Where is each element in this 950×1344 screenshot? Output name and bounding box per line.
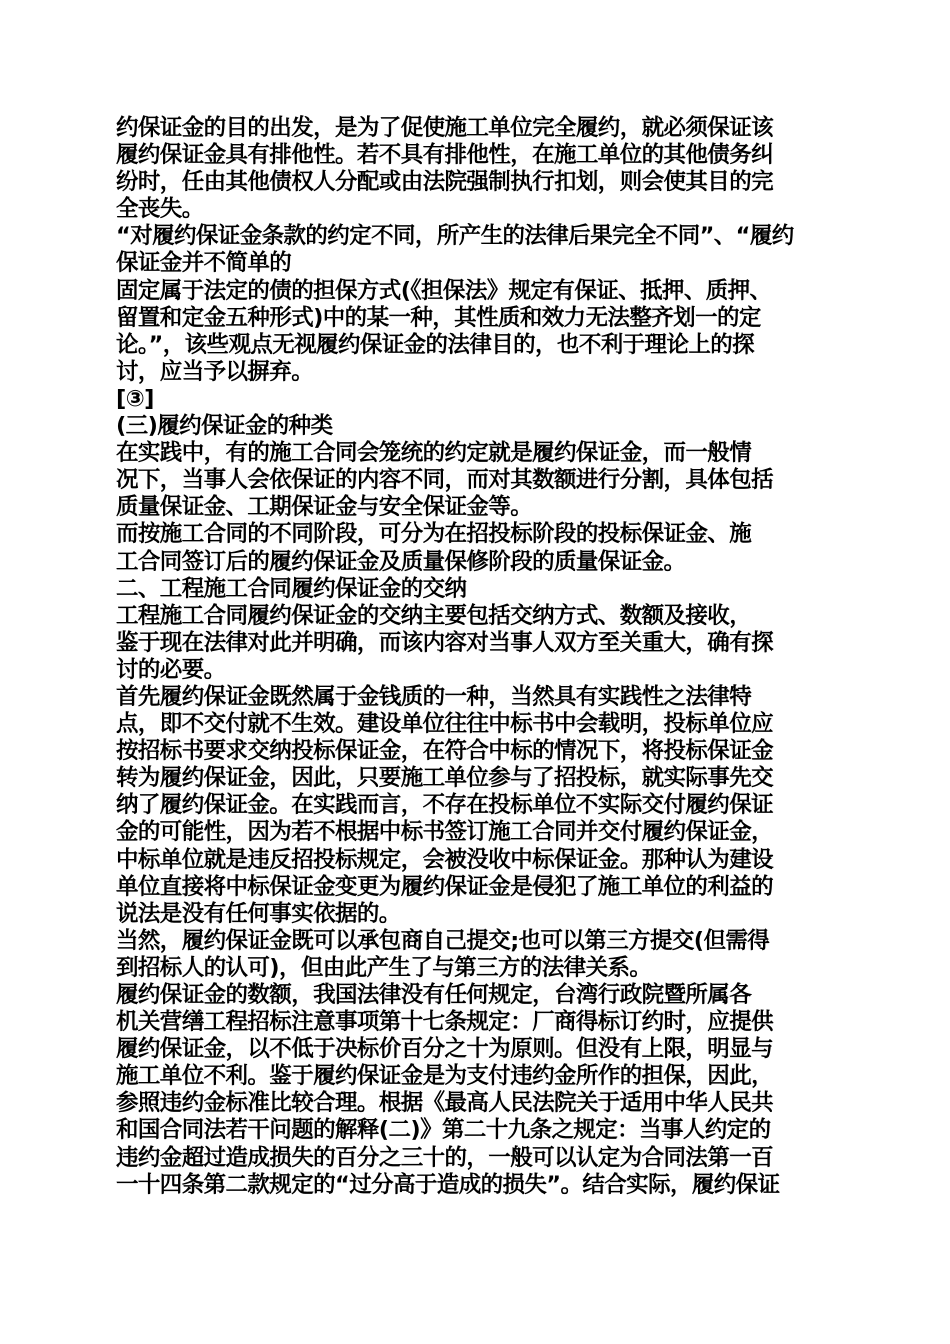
text-line: 鉴于现在法律对此并明确，而该内容对当事人双方至关重大，确有探 bbox=[116, 629, 774, 656]
text-line: 履约保证金具有排他性。若不具有排他性，在施工单位的其他债务纠 bbox=[116, 142, 774, 169]
text-line: 按招标书要求交纳投标保证金，在符合中标的情况下，将投标保证金 bbox=[116, 738, 774, 765]
text-line: 保证金并不简单的 bbox=[116, 250, 292, 277]
text-line: 约保证金的目的出发，是为了促使施工单位完全履约，就必须保证该 bbox=[116, 115, 774, 141]
text-line: 全丧失。 bbox=[116, 196, 204, 223]
text-line: 到招标人的认可)，但由此产生了与第三方的法律关系。 bbox=[116, 954, 652, 981]
text-line: 质量保证金、工期保证金与安全保证金等。 bbox=[116, 494, 533, 521]
text-line: 施工单位不利。鉴于履约保证金是为支付违约金所作的担保，因此， bbox=[116, 1063, 774, 1090]
text-line: 履约保证金，以不低于决标价百分之十为原则。但没有上限，明显与 bbox=[116, 1036, 774, 1063]
text-line: 中标单位就是违反招投标规定，会被没收中标保证金。那种认为建设 bbox=[116, 846, 774, 873]
text-line: 单位直接将中标保证金变更为履约保证金是侵犯了施工单位的利益的 bbox=[116, 873, 774, 900]
text-line: “对履约保证金条款的约定不同，所产生的法律后果完全不同”、“履约 bbox=[116, 223, 794, 250]
text-line: 履约保证金的数额，我国法律没有任何规定，台湾行政院暨所属各 bbox=[116, 982, 752, 1008]
text-line: 说法是没有任何事实依据的。 bbox=[116, 900, 401, 927]
text-line: 首先履约保证金既然属于金钱质的一种，当然具有实践性之法律特 bbox=[116, 683, 752, 710]
text-line: 违约金超过造成损失的百分之三十的，一般可以认定为合同法第一百 bbox=[116, 1144, 774, 1171]
text-line: 转为履约保证金，因此，只要施工单位参与了招投标，就实际事先交 bbox=[116, 765, 774, 792]
text-line: 在实践中，有的施工合同会笼统的约定就是履约保证金，而一般情 bbox=[116, 440, 752, 467]
document-body bbox=[116, 115, 836, 1199]
text-line: 二、工程施工合同履约保证金的交纳 bbox=[116, 575, 467, 602]
text-line: 机关营缮工程招标注意事项第十七条规定：厂商得标订约时，应提供 bbox=[116, 1009, 774, 1036]
text-line: 论。”，该些观点无视履约保证金的法律目的，也不利于理论上的探 bbox=[116, 331, 755, 358]
text-line: 参照违约金标准比较合理。根据《最高人民法院关于适用中华人民共 bbox=[116, 1090, 774, 1117]
text-line: 况下，当事人会依保证的内容不同，而对其数额进行分割，具体包括 bbox=[116, 467, 774, 494]
text-line: (三)履约保证金的种类 bbox=[116, 413, 333, 440]
text-line: [③] bbox=[116, 385, 154, 412]
text-line: 工合同签订后的履约保证金及质量保修阶段的质量保证金。 bbox=[116, 548, 686, 575]
text-line: 留置和定金五种形式)中的某一种，其性质和效力无法整齐划一的定 bbox=[116, 304, 761, 331]
text-line: 纷时，任由其他债权人分配或由法院强制执行扣划，则会使其目的完 bbox=[116, 169, 774, 196]
text-line: 而按施工合同的不同阶段，可分为在招投标阶段的投标保证金、施 bbox=[116, 521, 752, 548]
text-line: 固定属于法定的债的担保方式(《担保法》规定有保证、抵押、质押、 bbox=[116, 277, 772, 304]
text-line: 金的可能性，因为若不根据中标书签订施工合同并交付履约保证金， bbox=[116, 819, 774, 846]
text-line: 讨的必要。 bbox=[116, 656, 226, 683]
text-line: 纳了履约保证金。在实践而言，不存在投标单位不实际交付履约保证 bbox=[116, 792, 774, 819]
text-line: 讨，应当予以摒弃。 bbox=[116, 358, 314, 385]
text-line: 一十四条第二款规定的“过分高于造成的损失”。结合实际，履约保证 bbox=[116, 1171, 780, 1198]
text-line: 和国合同法若干问题的解释(二)》第二十九条之规定：当事人约定的 bbox=[116, 1117, 771, 1144]
text-line: 点，即不交付就不生效。建设单位往往中标书中会载明，投标单位应 bbox=[116, 711, 774, 738]
text-line: 工程施工合同履约保证金的交纳主要包括交纳方式、数额及接收， bbox=[116, 602, 752, 629]
text-line: 当然，履约保证金既可以承包商自己提交;也可以第三方提交(但需得 bbox=[116, 927, 770, 954]
